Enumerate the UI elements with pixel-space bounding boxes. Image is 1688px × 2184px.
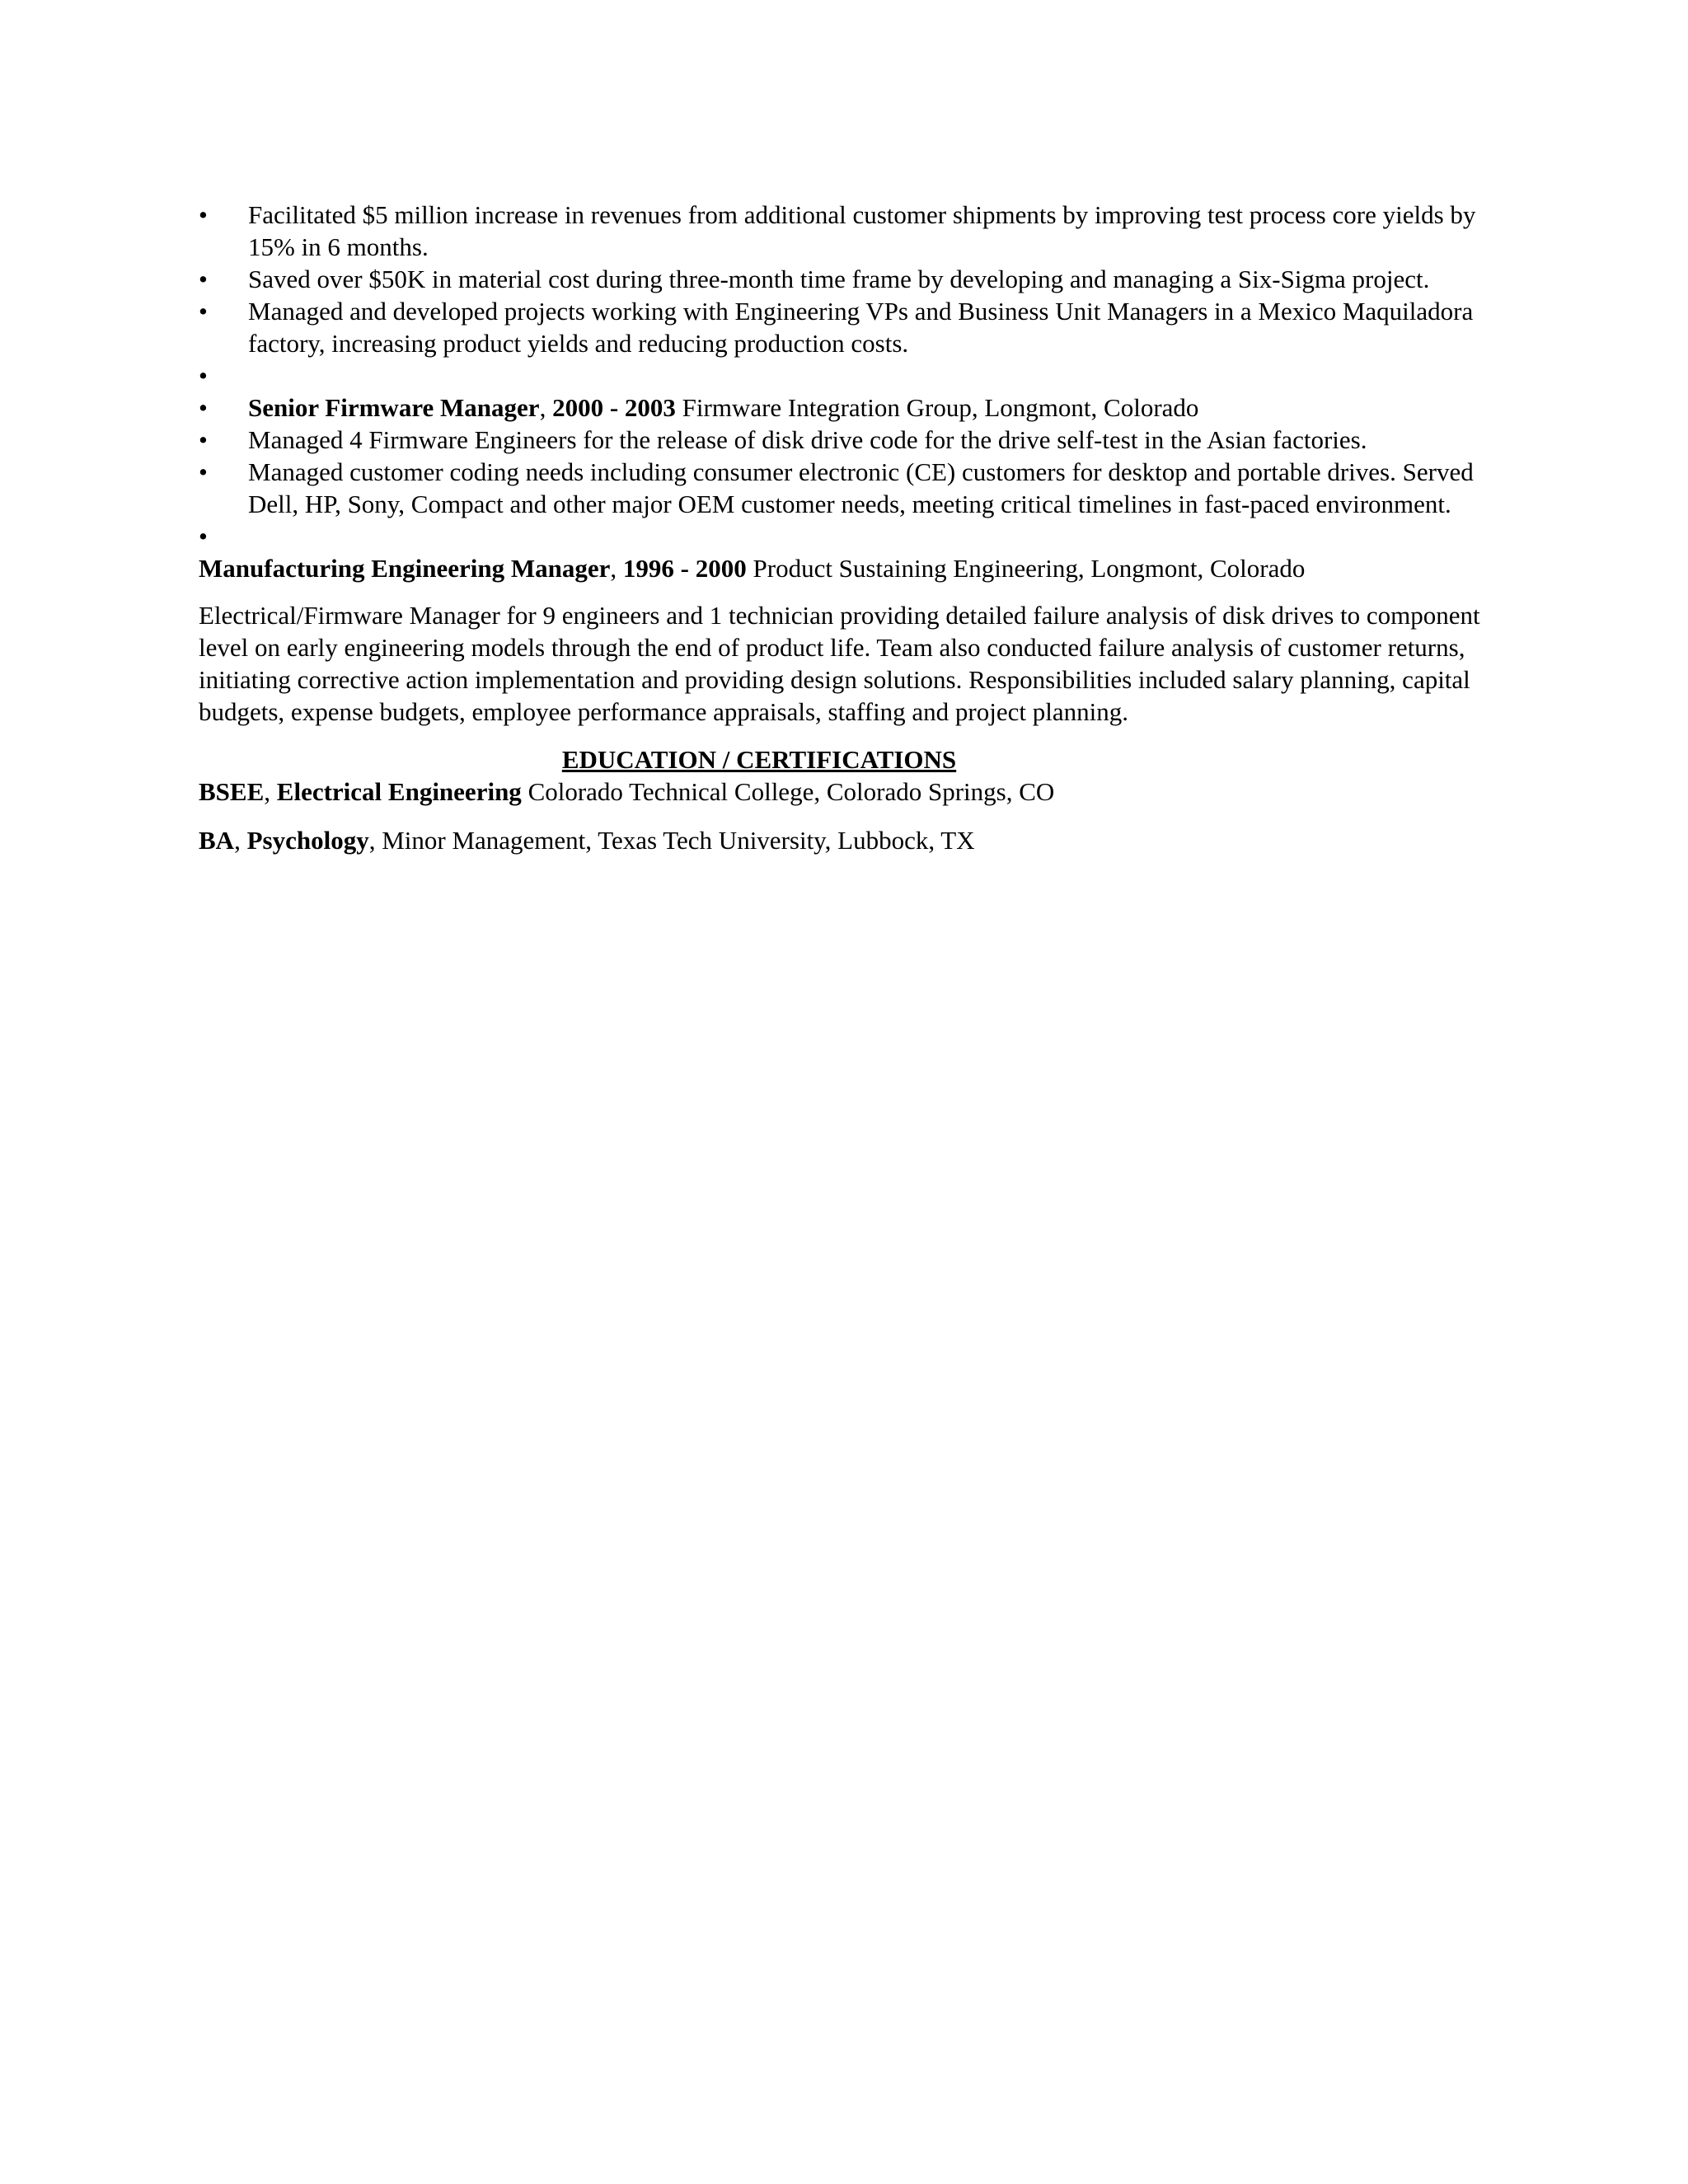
job-description: Electrical/Firmware Manager for 9 engineers and 1 technician providing detailed failure analysis of disk drives to component level on early engineering models through the end of product life. Team also conducted failure analysis of customer returns, initiating corrective action implementation and providing design solutions. Responsibilities included salary planning, capital budgets, expense budgets, employee performance appraisals, staffing and project planning. <box>199 601 1480 726</box>
bullet-icon: • <box>199 361 208 390</box>
job-title: Manufacturing Engineering Manager <box>199 554 611 583</box>
education-entry-ba <box>199 824 1501 856</box>
bullet-icon: • <box>199 457 208 486</box>
degree-school: Colorado Technical College, Colorado Springs, CO <box>521 777 1055 806</box>
responsibility-text: Managed 4 Firmware Engineers for the release of disk drive code for the drive self-test in the Asian factories. <box>248 425 1367 454</box>
job-separator: , <box>539 393 553 422</box>
job-years: 1996 - 2000 <box>622 554 747 583</box>
list-item <box>199 263 1501 295</box>
achievement-text: Facilitated $5 million increase in revenues from additional customer shipments by improving test process core yields by 15% in 6 months. <box>248 200 1476 261</box>
education-heading: EDUCATION / CERTIFICATIONS <box>561 745 957 774</box>
list-item <box>199 456 1501 520</box>
degree-name: BSEE <box>199 777 265 806</box>
list-item <box>199 424 1501 456</box>
education-entry-bsee <box>199 776 1501 808</box>
bullet-icon: • <box>199 522 208 551</box>
achievements-list <box>199 199 1501 552</box>
job-heading-manufacturing-engineering-manager <box>199 552 1501 584</box>
degree-separator: , <box>234 826 247 855</box>
job-years: 2000 - 2003 <box>552 393 676 422</box>
degree-school: , Minor Management, Texas Tech University, Lubbock, TX <box>368 826 975 855</box>
job-heading-senior-firmware-manager <box>199 391 1501 424</box>
job-separator: , <box>610 554 623 583</box>
page-content <box>199 199 1501 856</box>
degree-field: Electrical Engineering <box>276 777 522 806</box>
achievement-text: Saved over $50K in material cost during three-month time frame by developing and managing a Six-Sigma project. <box>248 265 1430 293</box>
bullet-icon: • <box>199 265 208 293</box>
achievement-text: Managed and developed projects working with Engineering VPs and Business Unit Managers in a Mexico Maquiladora factory, increasing product yields and reducing production costs. <box>248 297 1474 358</box>
job-title: Senior Firmware Manager <box>248 393 540 422</box>
empty-list-item <box>199 359 1501 391</box>
bullet-icon: • <box>199 425 208 454</box>
job-organization: Product Sustaining Engineering, Longmont, Colorado <box>746 554 1306 583</box>
degree-separator: , <box>264 777 277 806</box>
bullet-icon: • <box>199 393 208 422</box>
degree-field: Psychology <box>246 826 369 855</box>
job-organization: Firmware Integration Group, Longmont, Colorado <box>675 393 1199 422</box>
empty-list-item <box>199 520 1501 552</box>
degree-name: BA <box>199 826 235 855</box>
responsibility-text: Managed customer coding needs including consumer electronic (CE) customers for desktop and portable drives. Served Dell, HP, Sony, Compact and other major OEM customer needs, meeting critical timelines in fast-paced environment. <box>248 457 1474 518</box>
bullet-icon: • <box>199 297 208 326</box>
list-item <box>199 199 1501 263</box>
list-item <box>199 295 1501 359</box>
bullet-icon: • <box>199 200 208 229</box>
